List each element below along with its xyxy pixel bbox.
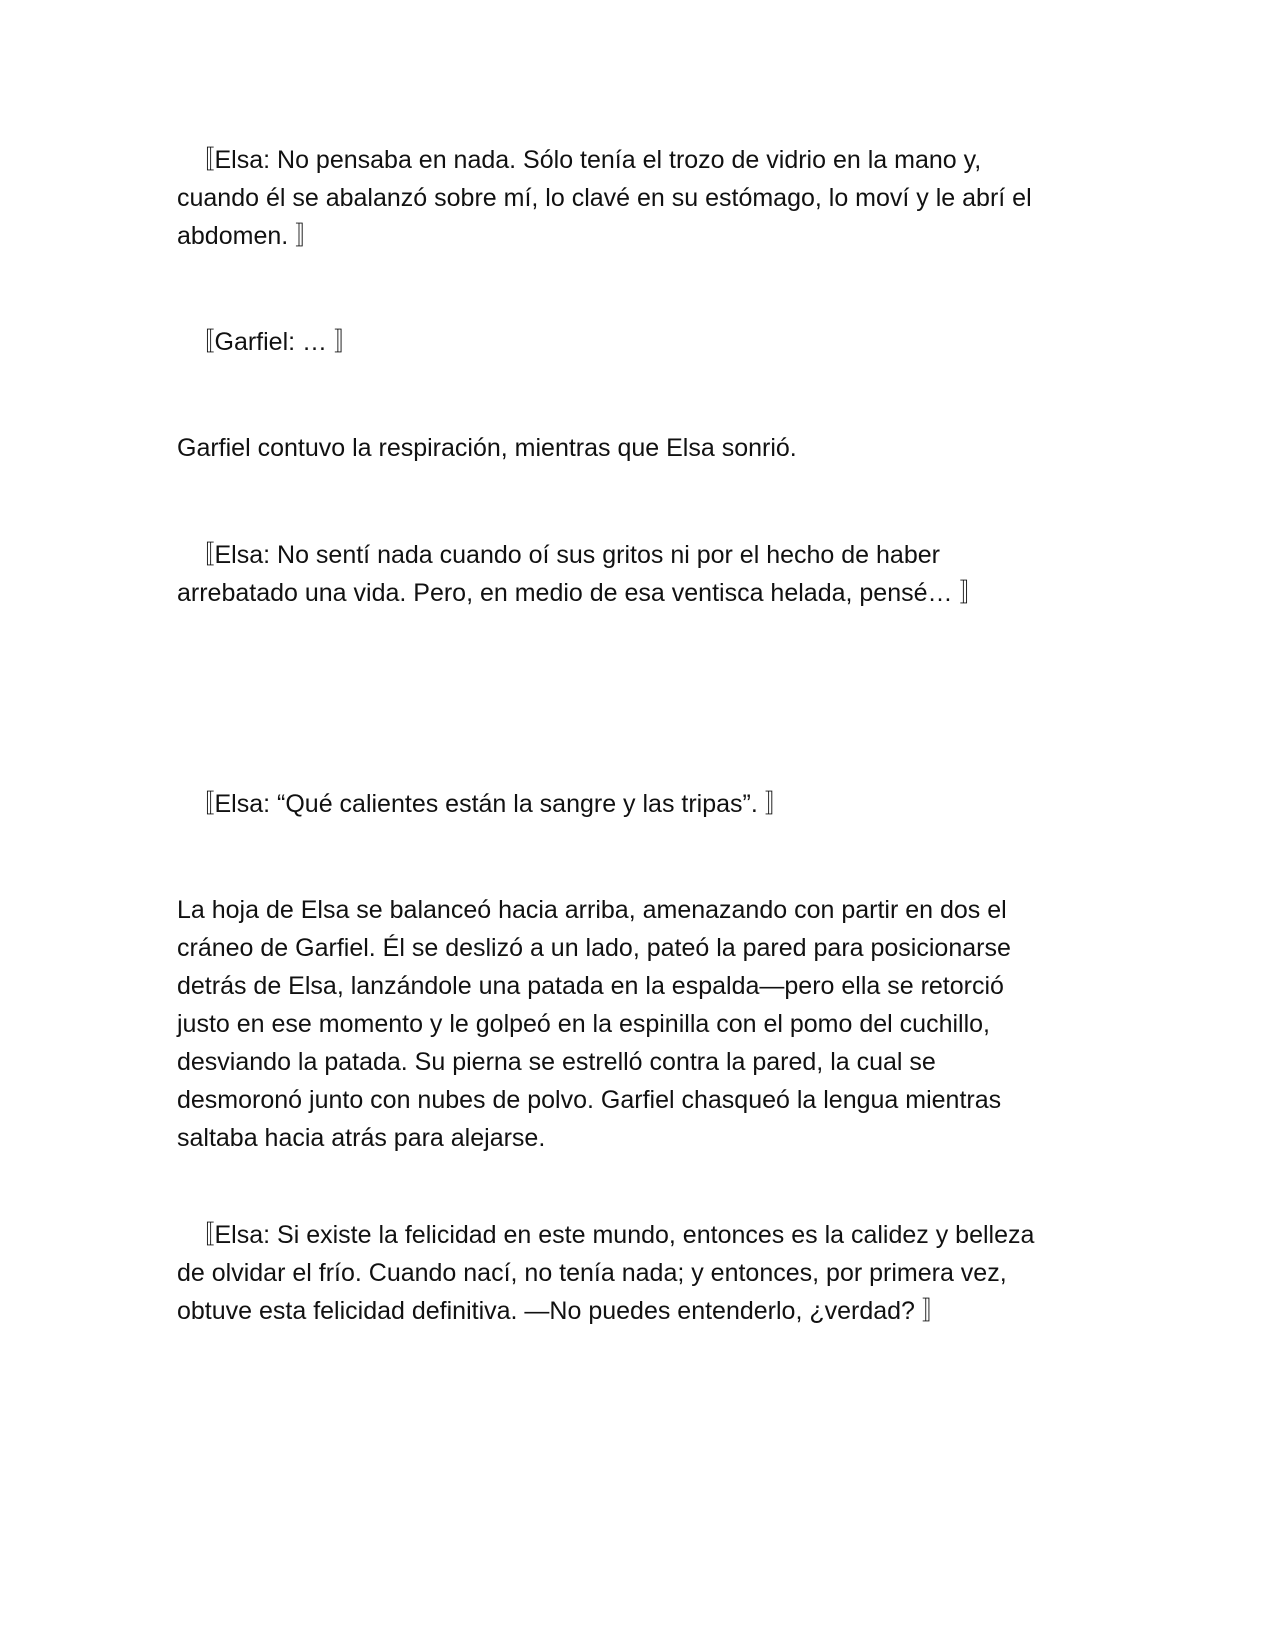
text-line: abdomen. 〛 (177, 222, 321, 250)
dialogue-paragraph (177, 323, 1087, 361)
narration-paragraph (177, 891, 1087, 1157)
text-line: arrebatado una vida. Pero, en medio de esa ventisca helada, pensé… 〛 (177, 579, 985, 607)
text-line: 〚Elsa: No sentí nada cuando oí sus gritos ni por el hecho de haber (177, 541, 940, 569)
narration-paragraph (177, 429, 1087, 467)
text-line: 〚Garfiel: … 〛 (177, 328, 359, 356)
dialogue-paragraph (177, 536, 1087, 612)
text-line: detrás de Elsa, lanzándole una patada en la espalda—pero ella se retorció (177, 972, 1004, 1000)
text-line: saltaba hacia atrás para alejarse. (177, 1124, 546, 1152)
text-line: Garfiel contuvo la respiración, mientras que Elsa sonrió. (177, 434, 797, 462)
text-line: desmoronó junto con nubes de polvo. Garfiel chasqueó la lengua mientras (177, 1086, 1002, 1114)
dialogue-paragraph (177, 141, 1087, 255)
text-line: La hoja de Elsa se balanceó hacia arriba, amenazando con partir en dos el (177, 896, 1007, 924)
dialogue-paragraph (177, 785, 1087, 823)
text-line: 〚Elsa: Si existe la felicidad en este mundo, entonces es la calidez y belleza (177, 1221, 1035, 1249)
text-line: de olvidar el frío. Cuando nací, no tenía nada; y entonces, por primera vez, (177, 1259, 1007, 1287)
text-line: cuando él se abalanzó sobre mí, lo clavé en su estómago, lo moví y le abrí el (177, 184, 1032, 212)
text-line: 〚Elsa: “Qué calientes están la sangre y las tripas”. 〛 (177, 790, 790, 818)
text-line: obtuve esta felicidad definitiva. —No puedes entenderlo, ¿verdad? 〛 (177, 1297, 947, 1325)
text-line: 〚Elsa: No pensaba en nada. Sólo tenía el trozo de vidrio en la mano y, (177, 146, 982, 174)
dialogue-paragraph (177, 1216, 1087, 1330)
text-line: cráneo de Garfiel. Él se deslizó a un lado, pateó la pared para posicionarse (177, 934, 1011, 962)
text-line: desviando la patada. Su pierna se estrelló contra la pared, la cual se (177, 1048, 936, 1076)
text-line: justo en ese momento y le golpeó en la espinilla con el pomo del cuchillo, (177, 1010, 990, 1038)
